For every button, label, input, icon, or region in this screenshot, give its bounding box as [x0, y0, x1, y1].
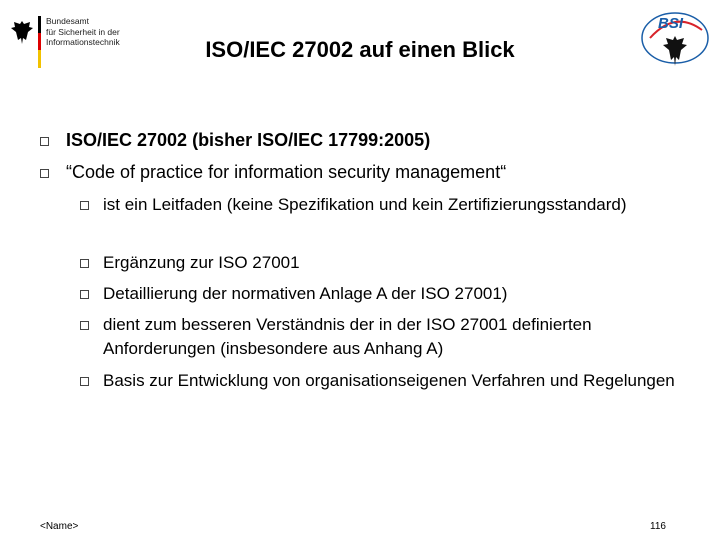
subbullet-3 [80, 282, 693, 306]
bsi-logo [640, 8, 710, 72]
bund-line-3: Informationstechnik [46, 37, 120, 47]
page-title: ISO/IEC 27002 auf einen Blick [205, 37, 515, 62]
bund-line-2: für Sicherheit in der [46, 26, 120, 37]
bsi-eagle-icon [640, 8, 710, 72]
footer-author: <Name> [40, 521, 79, 532]
subbullet-5 [80, 369, 693, 393]
bullet-text: ISO/IEC 27002 (bisher ISO/IEC 17799:2005) [66, 130, 431, 150]
square-bullet-icon [40, 169, 49, 178]
subbullet-text: dient zum besseren Verständnis der in der ISO 27001 definierten Anforderungen (insbesondere aus Anhang A) [103, 315, 592, 358]
square-bullet-icon [40, 137, 49, 146]
subbullet-1 [80, 193, 693, 217]
bund-line-1: Bundesamt [46, 16, 89, 26]
subbullet-text: ist ein Leitfaden (keine Spezifikation und kein Zertifizierungsstandard) [103, 195, 627, 214]
subbullet-2 [80, 251, 693, 275]
subbullet-text: Basis zur Entwicklung von organisationseigenen Verfahren und Regelungen [103, 371, 675, 390]
subbullet-4 [80, 313, 693, 361]
bullet-text: “Code of practice for information security management“ [66, 162, 507, 182]
slide-header [0, 0, 720, 80]
svg-text:BSI: BSI [658, 15, 684, 32]
square-bullet-icon [80, 377, 89, 386]
square-bullet-icon [80, 290, 89, 299]
square-bullet-icon [80, 201, 89, 210]
bullet-2 [40, 162, 506, 183]
bullet-1 [40, 130, 430, 151]
square-bullet-icon [80, 259, 89, 268]
page-number: 116 [650, 521, 666, 532]
subbullet-text: Detaillierung der normativen Anlage A der ISO 27001) [103, 284, 508, 303]
square-bullet-icon [80, 321, 89, 330]
subbullet-text: Ergänzung zur ISO 27001 [103, 253, 300, 272]
